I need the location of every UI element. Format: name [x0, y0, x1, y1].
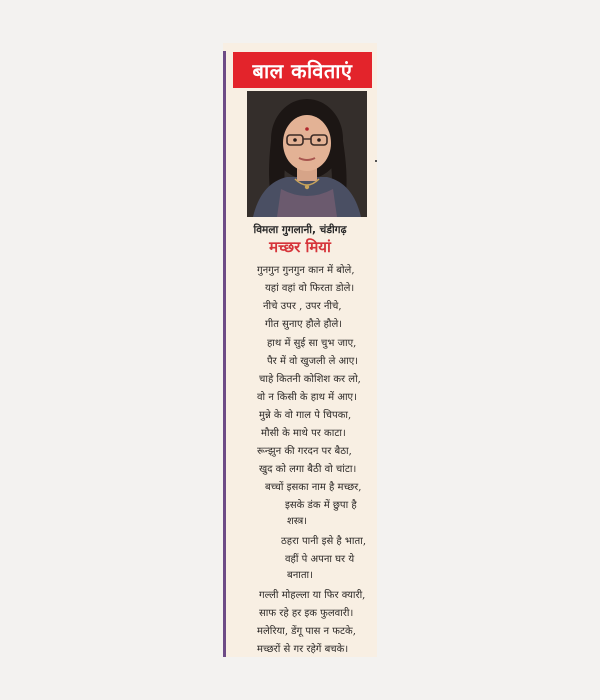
poem-line: नीचे उपर , उपर नीचे,	[263, 301, 342, 312]
poem-line: साफ रहे हर इक फुलवारी।	[259, 608, 354, 619]
poem-line: पैर में वो खुजली ले आए।	[267, 356, 359, 367]
column-rule	[223, 51, 226, 657]
poem-line: हाथ में सुई सा चुभ जाए,	[267, 338, 357, 349]
poem-line: यहां वहां वो फिरता डोले।	[265, 283, 355, 294]
poem-line: वो न किसी के हाथ में आए।	[257, 392, 357, 403]
poem-title: मच्छर मियां	[269, 238, 331, 256]
poem-line: शस्त्र।	[287, 516, 307, 527]
poem-line: मच्छरों से गर रहेगें बचके।	[257, 644, 349, 655]
poem-line: बच्चों इसका नाम है मच्छर,	[265, 482, 362, 493]
print-speck	[375, 160, 377, 162]
poem-line: इसके डंक में छुपा है	[285, 500, 357, 511]
poem-line: गल्ली मोहल्ला या फिर क्यारी,	[259, 590, 366, 601]
poem-line: रून्झुन की गरदन पर बैठा,	[257, 446, 352, 457]
poem-line: गुनगुन गुनगुन कान में बोले,	[257, 265, 355, 276]
newspaper-clipping	[223, 43, 377, 657]
section-header	[233, 52, 372, 88]
poem-line: मलेरिया, डेंगू पास न फटके,	[257, 626, 356, 637]
poem-line: मुन्ने के वो गाल पे चिपका,	[259, 410, 352, 421]
poem-line: मौसी के माथे पर काटा।	[261, 428, 346, 439]
poem-line: गीत सुनाए हौले हौले।	[265, 319, 343, 330]
poem-line: खुद को लगा बैठी वो चांटा।	[259, 464, 357, 475]
poem-line: वहीं पे अपना घर ये	[285, 554, 355, 565]
poem-line: बनाता।	[287, 570, 313, 581]
poem-line: ठहरा पानी इसे है भाता,	[281, 536, 366, 547]
section-title: बाल कविताएं	[252, 58, 353, 83]
author-portrait-image	[247, 91, 367, 217]
author-photo	[247, 91, 367, 217]
author-byline: विमला गुगलानी, चंडीगढ़	[253, 224, 347, 236]
poem-line: चाहे कितनी कोशिश कर लो,	[259, 374, 361, 385]
